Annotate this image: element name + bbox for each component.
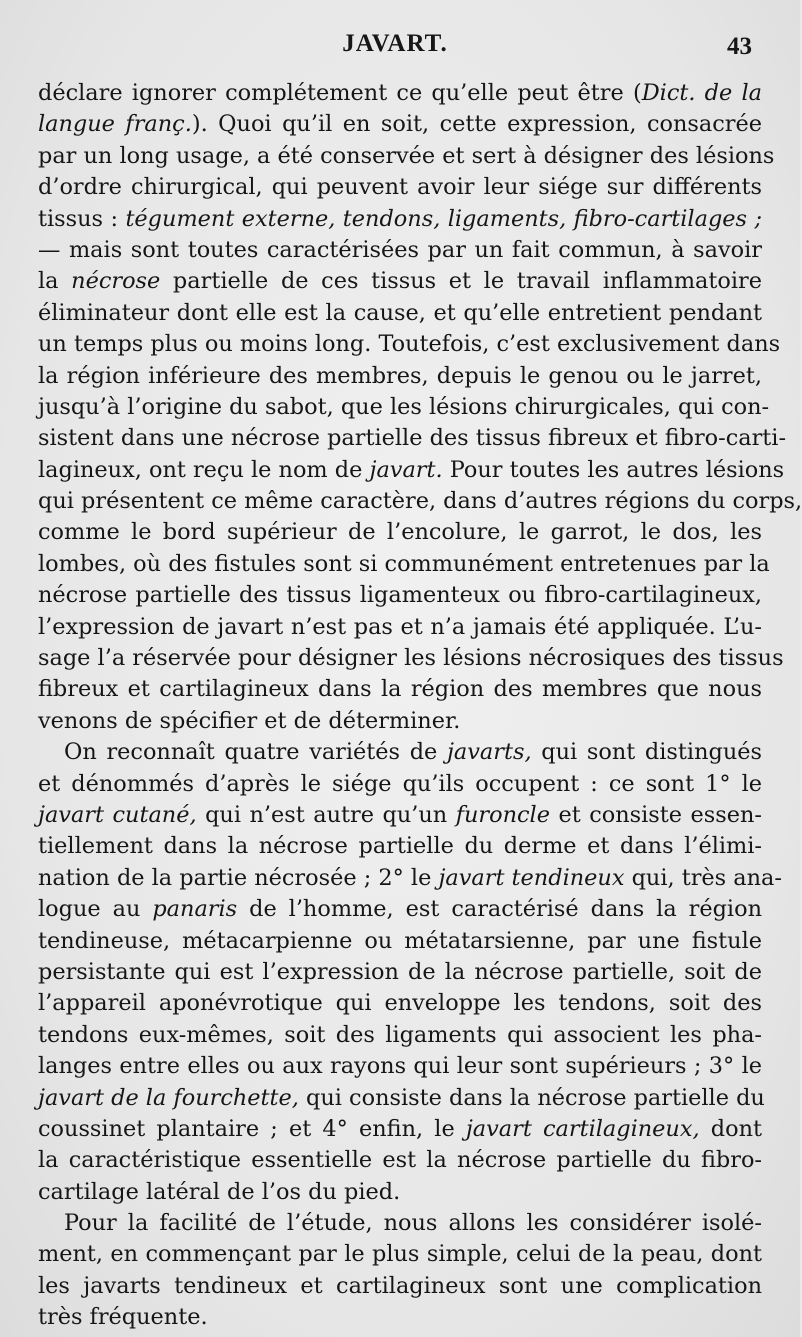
text-line (38, 1083, 765, 1114)
paragraph-first-line (38, 1208, 762, 1239)
text-span: langes entre elles ou aux rayons qui leur sont supérieurs ; 3° le (38, 1053, 762, 1080)
text-span: éliminateur dont elle est la cause, et qu’elle entretient pendant (38, 299, 762, 326)
italic-text: javarts, (446, 739, 532, 766)
text-span: ). Quoi qu’il en soit, cette expression, consacrée (191, 111, 762, 138)
text-line (38, 235, 762, 266)
text-span: lagineux, ont reçu le nom de (38, 456, 370, 483)
text-line (38, 1114, 762, 1145)
text-line (38, 894, 762, 925)
italic-text: javart cartilagineux, (465, 1115, 700, 1142)
text-line (38, 298, 762, 329)
text-span: — mais sont toutes caractérisées par un fait commun, à savoir (38, 236, 762, 263)
italic-text: javart. (369, 456, 443, 483)
text-span: l’appareil aponévrotique qui enveloppe les tendons, soit des (38, 990, 762, 1017)
text-line (38, 266, 762, 297)
text-span: coussinet plantaire ; et 4° enfin, le (38, 1115, 466, 1142)
text-line (38, 800, 762, 831)
running-head (38, 30, 752, 64)
text-span: et consiste essen- (549, 801, 762, 828)
text-span: la caractéristique essentielle est la nécrose partielle du fibro- (38, 1147, 762, 1174)
italic-text: panaris (152, 896, 238, 923)
text-span: tendineuse, métacarpienne ou métatarsienne, par une fistule (38, 927, 762, 954)
text-line (38, 1302, 762, 1333)
text-line (38, 988, 762, 1019)
text-span: partielle de ces tissus et le travail inflammatoire (160, 268, 762, 295)
text-line (38, 455, 785, 486)
text-span: comme le bord supérieur de l’encolure, le garrot, le dos, les (38, 519, 762, 546)
text-line (38, 172, 762, 203)
text-span: la (38, 268, 72, 295)
text-span: tiellement dans la nécrose partielle du derme et dans l’élimi- (38, 833, 762, 860)
text-span: tissus : (38, 205, 126, 232)
text-span: l’expression de javart n’est pas et n’a jamais été appliquée. L’u- (38, 613, 762, 640)
text-line (38, 329, 781, 360)
text-span: cartilage latéral de l’os du pied. (38, 1178, 401, 1205)
text-line (38, 580, 762, 611)
text-span: persistante qui est l’expression de la nécrose partielle, soit de (38, 958, 762, 985)
text-line (38, 204, 762, 235)
text-span: Pour toutes les autres lésions (442, 456, 785, 483)
italic-text: tégument externe, tendons, ligaments, fibro-cartilages ; (125, 205, 762, 232)
text-line (38, 1271, 762, 1302)
text-span: sage l’a réservée pour désigner les lésions nécrosiques des tissus (38, 645, 784, 672)
text-span: les javarts tendineux et cartilagineux sont une complication (38, 1272, 762, 1299)
text-line (38, 612, 762, 643)
text-span: un temps plus ou moins long. Toutefois, c’est exclusivement dans (38, 331, 781, 358)
text-span: déclare ignorer complétement ce qu’elle peut être ( (38, 80, 642, 106)
text-line (38, 957, 762, 988)
text-span: qui, très ana- (624, 864, 782, 891)
text-span: logue au (38, 896, 153, 923)
text-span: On reconnaît quatre variétés de (64, 739, 447, 766)
text-line (38, 769, 762, 800)
text-line (38, 423, 787, 454)
text-span: Pour la facilité de l’étude, nous allons les considérer isolé- (64, 1210, 762, 1237)
text-span: nation de la partie nécrosée ; 2° le (38, 864, 439, 891)
text-line (38, 109, 762, 140)
italic-text: Dict. de la (641, 80, 762, 106)
italic-text: javart de la fourchette, (38, 1084, 299, 1111)
text-body (38, 78, 802, 1334)
paragraph-first-line (38, 737, 762, 768)
text-span: qui n’est autre qu’un (196, 801, 456, 828)
text-line (38, 361, 762, 392)
running-title: JAVART. (342, 30, 448, 57)
text-line (38, 517, 762, 548)
text-span: tendons eux-mêmes, soit des ligaments qui associent les pha- (38, 1021, 762, 1048)
text-line (38, 1051, 762, 1082)
text-span: très fréquente. (38, 1304, 208, 1331)
text-span: qui sont distingués (531, 739, 762, 766)
text-span: fibreux et cartilagineux dans la région des membres que nous (38, 676, 762, 703)
italic-text: nécrose (71, 268, 161, 295)
text-span: de l’homme, est caractérisé dans la région (237, 896, 762, 923)
text-line (38, 706, 762, 737)
italic-text: langue franç. (38, 111, 192, 138)
text-line (38, 674, 762, 705)
text-line (38, 643, 784, 674)
text-line (38, 1145, 762, 1176)
text-span: la région inférieure des membres, depuis le genou ou le jarret, (38, 362, 762, 389)
text-line (38, 549, 770, 580)
text-span: lombes, où des fistules sont si communément entretenues par la (38, 550, 770, 577)
text-span: dont (699, 1115, 762, 1142)
page-number: 43 (727, 33, 752, 60)
text-span: venons de spécifier et de déterminer. (38, 707, 461, 734)
italic-text: javart cutané, (38, 801, 197, 828)
text-line (38, 78, 762, 109)
italic-text: javart tendineux (438, 864, 625, 891)
text-span: qui présentent ce même caractère, dans d’autres régions du corps, (38, 488, 802, 515)
text-span: par un long usage, a été conservée et sert à désigner des lésions (38, 142, 775, 169)
text-span: qui consiste dans la nécrose partielle du (298, 1084, 765, 1111)
text-span: jusqu’à l’origine du sabot, que les lésions chirurgicales, qui con- (38, 393, 770, 420)
text-line (38, 1239, 762, 1270)
text-line (38, 141, 775, 172)
text-span: d’ordre chirurgical, qui peuvent avoir leur siége sur différents (38, 174, 762, 201)
text-line (38, 1177, 762, 1208)
text-line (38, 486, 802, 517)
text-line (38, 1020, 762, 1051)
text-span: ment, en commençant par le plus simple, celui de la peau, dont (38, 1241, 762, 1268)
text-line (38, 831, 762, 862)
text-span: nécrose partielle des tissus ligamenteux ou fibro-cartilagineux, (38, 582, 762, 609)
text-span: sistent dans une nécrose partielle des tissus fibreux et fibro-carti- (38, 425, 787, 452)
text-span: et dénommés d’après le siége qu’ils occupent : ce sont 1° le (38, 770, 762, 797)
text-line (38, 392, 770, 423)
text-line (38, 863, 782, 894)
text-line (38, 926, 762, 957)
italic-text: furoncle (455, 801, 550, 828)
